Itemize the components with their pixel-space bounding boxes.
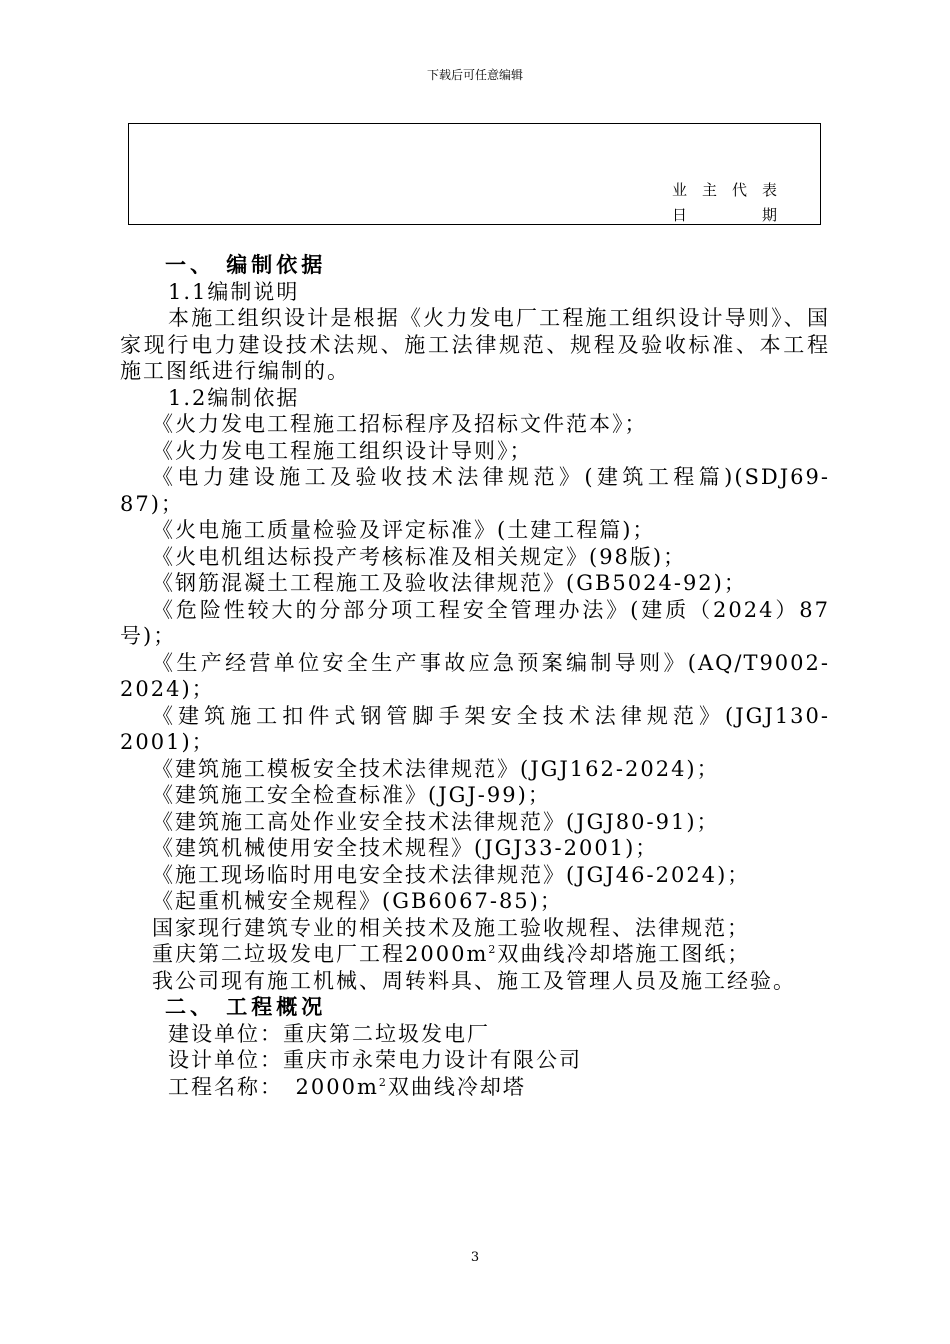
section-title-2: 二、 工程概况 (165, 994, 327, 1019)
document-body (120, 252, 830, 1100)
reference-item: 《起重机械安全规程》(GB6067-85)； (152, 889, 563, 913)
project-name (120, 1074, 830, 1101)
reference-item: 《建筑施工扣件式钢管脚手架安全技术法律规范》(JGJ130-2001)； (120, 703, 830, 754)
reference-list (120, 411, 830, 915)
reference-item: 《建筑施工安全检查标准》(JGJ-99)； (152, 783, 551, 807)
project-text-b: 双曲线冷却塔 (387, 1074, 526, 1099)
drawings-text-b: 双曲线冷却塔施工图纸； (497, 942, 751, 966)
reference-extra-drawings (120, 941, 830, 968)
reference-item: 《施工现场临时用电安全技术法律规范》(JGJ46-2024)； (152, 862, 751, 887)
drawings-superscript: 2 (488, 943, 498, 956)
paragraph-compile-description: 本施工组织设计是根据《火力发电厂工程施工组织设计导则》、国家现行电力建设技术法规、施工法律规范、规程及验收标准、本工程施工图纸进行编制的。 (120, 306, 830, 383)
project-superscript: 2 (378, 1075, 388, 1089)
signature-box (128, 123, 821, 225)
reference-extra-standards: 国家现行建筑专业的相关技术及施工验收规程、法律规范； (152, 915, 750, 940)
subsection-title-1-2: 1.2编制依据 (168, 385, 300, 410)
reference-item: 《生产经营单位安全生产事故应急预案编制导则》(AQ/T9002-2024)； (120, 650, 830, 701)
header-note: 下载后可任意编辑 (426, 68, 523, 82)
date-label: 日 期 (672, 206, 778, 224)
reference-item: 《火电机组达标投产考核标准及相关规定》(98版)； (152, 544, 687, 569)
reference-item: 《钢筋混凝土工程施工及验收法律规范》(GB5024-92)； (152, 571, 747, 595)
design-unit: 设计单位：重庆市永荣电力设计有限公司 (168, 1048, 582, 1072)
reference-item: 《危险性较大的分部分项工程安全管理办法》(建质（2024）87号)； (120, 597, 830, 648)
builder-unit: 建设单位：重庆第二垃圾发电厂 (168, 1021, 490, 1046)
reference-item: 《火力发电工程施工招标程序及招标文件范本》； (152, 412, 648, 436)
section-title-1: 一、 编制依据 (165, 252, 327, 277)
reference-item: 《电力建设施工及验收技术法律规范》(建筑工程篇)(SDJ69-87)； (120, 465, 830, 516)
reference-item: 《火力发电工程施工组织设计导则》； (152, 438, 533, 463)
page-number: 3 (470, 1250, 480, 1265)
reference-item: 《建筑施工模板安全技术法律规范》(JGJ162-2024)； (152, 756, 720, 781)
reference-item: 《建筑施工高处作业安全技术法律规范》(JGJ80-91)； (152, 809, 720, 834)
drawings-text-a: 重庆第二垃圾发电厂工程2000m (152, 942, 489, 966)
project-text-a: 工程名称： 2000m (168, 1074, 379, 1099)
reference-item: 《建筑机械使用安全技术规程》(JGJ33-2001)； (152, 836, 659, 860)
owner-representative-label: 业 主 代 表 (672, 181, 778, 199)
reference-extra-experience: 我公司现有施工机械、周转料具、施工及管理人员及施工经验。 (152, 968, 796, 993)
subsection-title-1-1: 1.1编制说明 (168, 279, 300, 304)
reference-item: 《火电施工质量检验及评定标准》(土建工程篇)； (152, 518, 656, 542)
